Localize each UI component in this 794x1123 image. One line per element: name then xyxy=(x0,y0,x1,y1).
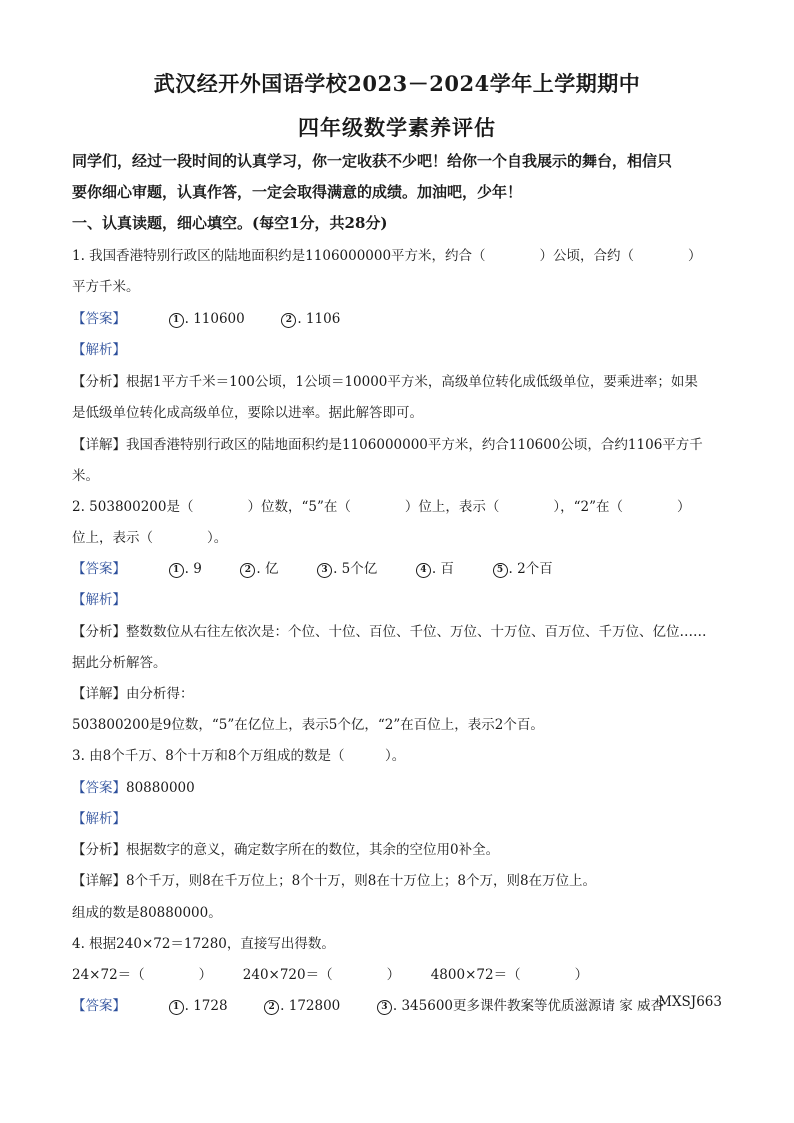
q4-answer-2: 172800 xyxy=(288,998,341,1014)
q2-text-line-2: 位上，表示（ ）。 xyxy=(72,530,228,546)
q4-answer-1: 1728 xyxy=(193,998,228,1014)
q3-text-line-1: 3. 由8个千万、8个十万和8个万组成的数是（ ）。 xyxy=(72,748,406,764)
q1-text-line-2: 平方千米。 xyxy=(72,279,140,295)
doc-code: MXSJ663 xyxy=(658,994,722,1010)
q3-answer: 80880000 xyxy=(126,780,195,796)
q3-analysis-title: 【解析】 xyxy=(72,811,126,827)
intro-line-1: 同学们，经过一段时间的认真学习，你一定收获不少吧！给你一个自我展示的舞台，相信只 xyxy=(72,152,673,170)
q2-detail-line-2: 503800200是9位数，“5”在亿位上，表示5个亿，“2”在百位上，表示2个百。 xyxy=(72,717,544,733)
q2-analysis-line-2: 据此分析解答。 xyxy=(72,655,167,671)
promo-text: 更多课件教案等优质滋源请 家 威杏 xyxy=(453,998,665,1014)
q2-answer-2: 亿 xyxy=(264,561,279,577)
q4-text-line-1: 4. 根据240×72＝17280，直接写出得数。 xyxy=(72,936,335,952)
q4-answer-3: 345600 xyxy=(401,998,454,1014)
q2-text-line-1: 2. 503800200是（ ）位数，“5”在（ ）位上，表示（ ），“2”在（ ） xyxy=(72,499,691,515)
detail-label: 【详解】 xyxy=(72,873,126,889)
analysis-label: 【分析】 xyxy=(72,842,126,858)
answer-label: 【答案】 xyxy=(72,311,126,327)
circled-number-3: 3 xyxy=(317,563,332,578)
analysis-label: 【分析】 xyxy=(72,624,126,640)
q2-detail-line-1: 【详解】由分析得： xyxy=(72,686,194,702)
q3-analysis-line-1: 【分析】根据数字的意义，确定数字所在的数位，其余的空位用0补全。 xyxy=(72,842,500,858)
page-title: 武汉经开外国语学校2023－2024学年上学期期中 xyxy=(153,71,641,96)
detail-label: 【详解】 xyxy=(72,686,126,702)
circled-number-2: 2 xyxy=(264,1000,279,1015)
circled-number-2: 2 xyxy=(281,313,296,328)
circled-number-5: 5 xyxy=(493,563,508,578)
circled-number-1: 1 xyxy=(169,313,184,328)
q2-analysis-line-1: 【分析】整数数位从右往左依次是：个位、十位、百位、千位、万位、十万位、百万位、千万位、亿位…… xyxy=(72,624,707,640)
q2-answer-row: 【答案】 1 . 9 2 . 亿 3 . 5个亿 4 . 百 5 . 2个百 xyxy=(72,561,553,577)
circled-number-1: 1 xyxy=(169,563,184,578)
section-heading: 一、认真读题，细心填空。(每空1分，共28分) xyxy=(72,214,388,232)
q2-answer-1: 9 xyxy=(193,561,202,577)
q1-detail-line-1: 【详解】我国香港特别行政区的陆地面积约是1106000000平方米，约合110600公顷，合约1106平方千 xyxy=(72,437,703,453)
q2-answer-4: 百 xyxy=(440,561,454,577)
answer-label: 【答案】 xyxy=(72,998,126,1014)
page-subtitle: 四年级数学素养评估 xyxy=(298,115,496,140)
answer-label: 【答案】 xyxy=(72,780,126,796)
q3-detail-line-1: 【详解】8个千万，则8在千万位上；8个十万，则8在十万位上；8个万，则8在万位上。 xyxy=(72,873,597,889)
circled-number-1: 1 xyxy=(169,1000,184,1015)
analysis-label: 【分析】 xyxy=(72,374,126,390)
q1-analysis-line-1: 【分析】根据1平方千米＝100公顷，1公顷＝10000平方米，高级单位转化成低级单位，要乘进率；如果 xyxy=(72,374,698,390)
q1-analysis-line-2: 是低级单位转化成高级单位，要除以进率。据此解答即可。 xyxy=(72,405,423,421)
q1-answer-2: 1106 xyxy=(305,311,341,327)
answer-label: 【答案】 xyxy=(72,561,126,577)
q1-text-line-1: 1. 我国香港特别行政区的陆地面积约是1106000000平方米，约合（ ）公顷，合约（ ） xyxy=(72,248,702,264)
intro-line-2: 要你细心审题，认真作答，一定会取得满意的成绩。加油吧，少年！ xyxy=(72,183,523,201)
q4-item-1: 24×72＝（ ） xyxy=(72,967,213,983)
circled-number-4: 4 xyxy=(416,563,431,578)
q4-item-2: 240×720＝（ ） xyxy=(242,967,401,983)
q1-analysis-title: 【解析】 xyxy=(72,342,126,358)
q4-answer-row: 【答案】 1 . 1728 2 . 172800 3 . 345600更多课件教案等优质滋源请 家 威杏 MXSJ663 xyxy=(72,994,722,1014)
q4-item-3: 4800×72＝（ ） xyxy=(430,967,589,983)
circled-number-2: 2 xyxy=(240,563,255,578)
q1-answer-row: 【答案】 1 . 110600 2 . 1106 xyxy=(72,311,341,327)
q3-detail-line-2: 组成的数是80880000。 xyxy=(72,905,222,921)
q3-answer-row xyxy=(72,776,195,796)
q2-analysis-title: 【解析】 xyxy=(72,592,126,608)
circled-number-3: 3 xyxy=(377,1000,392,1015)
detail-label: 【详解】 xyxy=(72,437,126,453)
q2-answer-3: 5个亿 xyxy=(341,561,378,577)
q4-items-row xyxy=(72,963,588,983)
q2-answer-5: 2个百 xyxy=(517,561,553,577)
q1-answer-1: 110600 xyxy=(193,311,245,327)
q1-detail-line-2: 米。 xyxy=(72,468,99,484)
